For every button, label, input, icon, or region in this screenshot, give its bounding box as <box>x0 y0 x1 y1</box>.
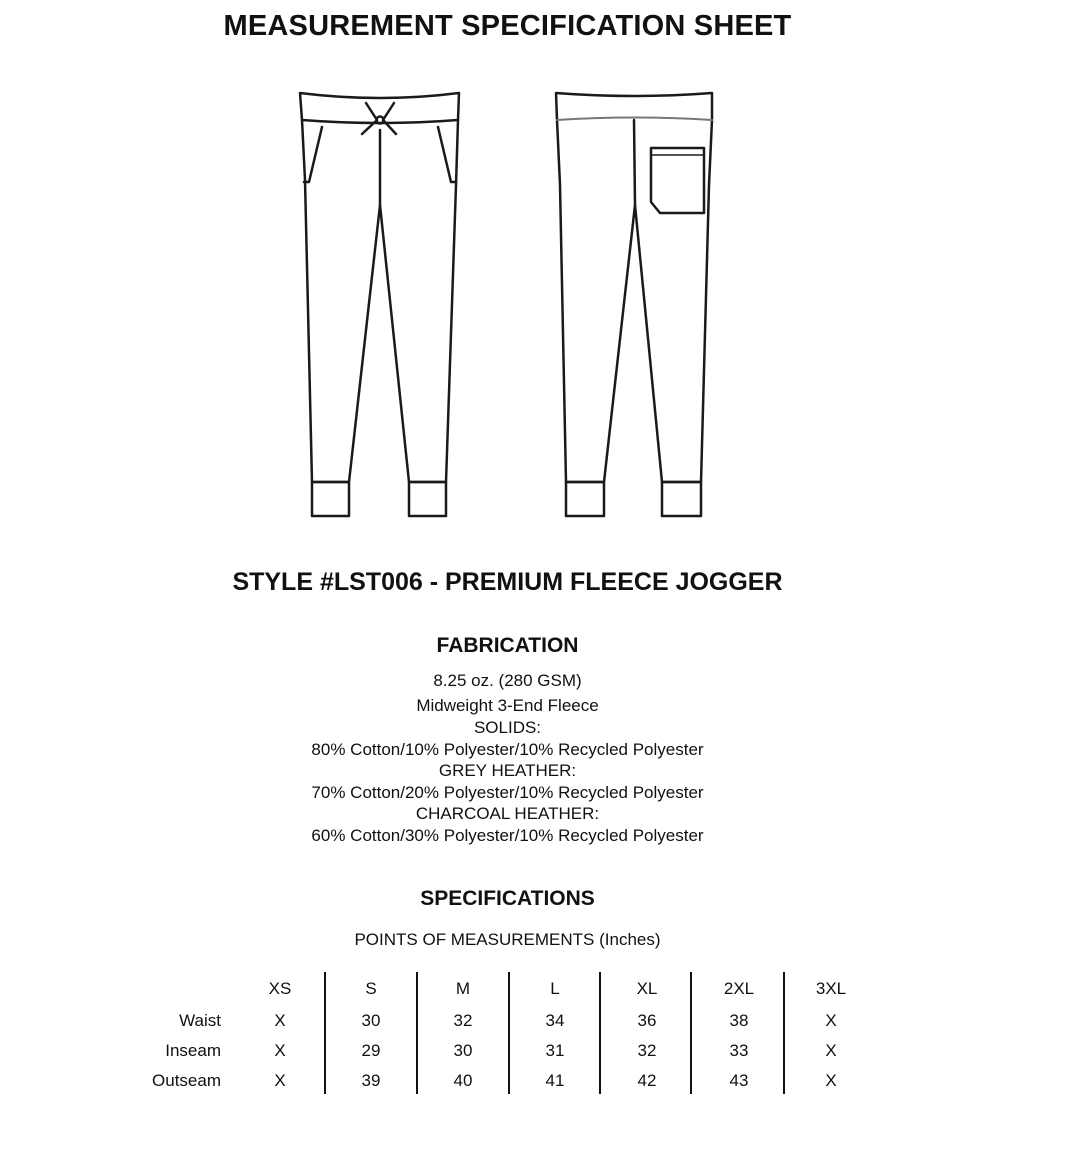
column-divider <box>599 972 601 1094</box>
outseam-xs: X <box>274 1071 286 1090</box>
outseam-2xl: 43 <box>729 1071 749 1090</box>
column-divider <box>416 972 418 1094</box>
column-divider <box>690 972 692 1094</box>
fabrication-line: 60% Cotton/30% Polyester/10% Recycled Polyester <box>311 825 704 845</box>
outseam-l: 41 <box>545 1071 565 1090</box>
size-header-xl: XL <box>636 979 658 998</box>
fabrication-line: CHARCOAL HEATHER: <box>415 804 600 823</box>
inseam-3xl: X <box>825 1041 837 1060</box>
technical-drawing <box>0 0 1078 560</box>
size-header-3xl: 3XL <box>815 979 847 998</box>
fabrication-details <box>0 670 1015 846</box>
fabrication-line: 80% Cotton/10% Polyester/10% Recycled Polyester <box>311 739 704 759</box>
fabrication-line: 8.25 oz. (280 GSM) <box>433 671 582 690</box>
size-header-l: L <box>550 979 560 998</box>
waist-2xl: 38 <box>729 1011 749 1030</box>
column-divider <box>324 972 326 1094</box>
size-header-xs: XS <box>268 979 292 998</box>
jogger-back-icon <box>556 93 712 516</box>
row-label-inseam: Inseam <box>165 1041 221 1060</box>
waist-xl: 36 <box>637 1011 657 1030</box>
fabrication-heading: FABRICATION <box>436 634 579 657</box>
sheet-title: MEASUREMENT SPECIFICATION SHEET <box>223 10 792 42</box>
row-label-waist: Waist <box>179 1011 221 1030</box>
style-title: STYLE #LST006 - PREMIUM FLEECE JOGGER <box>232 568 783 596</box>
inseam-m: 30 <box>453 1041 473 1060</box>
outseam-m: 40 <box>453 1071 473 1090</box>
waist-xs: X <box>274 1011 286 1030</box>
fabrication-line: SOLIDS: <box>473 718 542 737</box>
fabrication-line: GREY HEATHER: <box>438 761 577 780</box>
size-spec-table <box>0 972 1078 1102</box>
size-header-s: S <box>365 979 377 998</box>
inseam-xl: 32 <box>637 1041 657 1060</box>
waist-3xl: X <box>825 1011 837 1030</box>
inseam-l: 31 <box>545 1041 565 1060</box>
jogger-front-icon <box>300 93 459 516</box>
outseam-xl: 42 <box>637 1071 657 1090</box>
waist-s: 30 <box>361 1011 381 1030</box>
points-of-measurement-title: POINTS OF MEASUREMENTS (Inches) <box>354 930 661 949</box>
row-label-outseam: Outseam <box>152 1071 221 1090</box>
inseam-s: 29 <box>361 1041 381 1060</box>
fabrication-line: Midweight 3-End Fleece <box>416 695 599 715</box>
inseam-2xl: 33 <box>729 1041 749 1060</box>
column-divider <box>783 972 785 1094</box>
waist-l: 34 <box>545 1011 565 1030</box>
inseam-xs: X <box>274 1041 286 1060</box>
size-header-2xl: 2XL <box>723 979 755 998</box>
specifications-heading: SPECIFICATIONS <box>420 887 595 910</box>
column-divider <box>508 972 510 1094</box>
fabrication-line: 70% Cotton/20% Polyester/10% Recycled Polyester <box>311 782 704 802</box>
size-header-m: M <box>455 979 471 998</box>
outseam-s: 39 <box>361 1071 381 1090</box>
waist-m: 32 <box>453 1011 473 1030</box>
outseam-3xl: X <box>825 1071 837 1090</box>
